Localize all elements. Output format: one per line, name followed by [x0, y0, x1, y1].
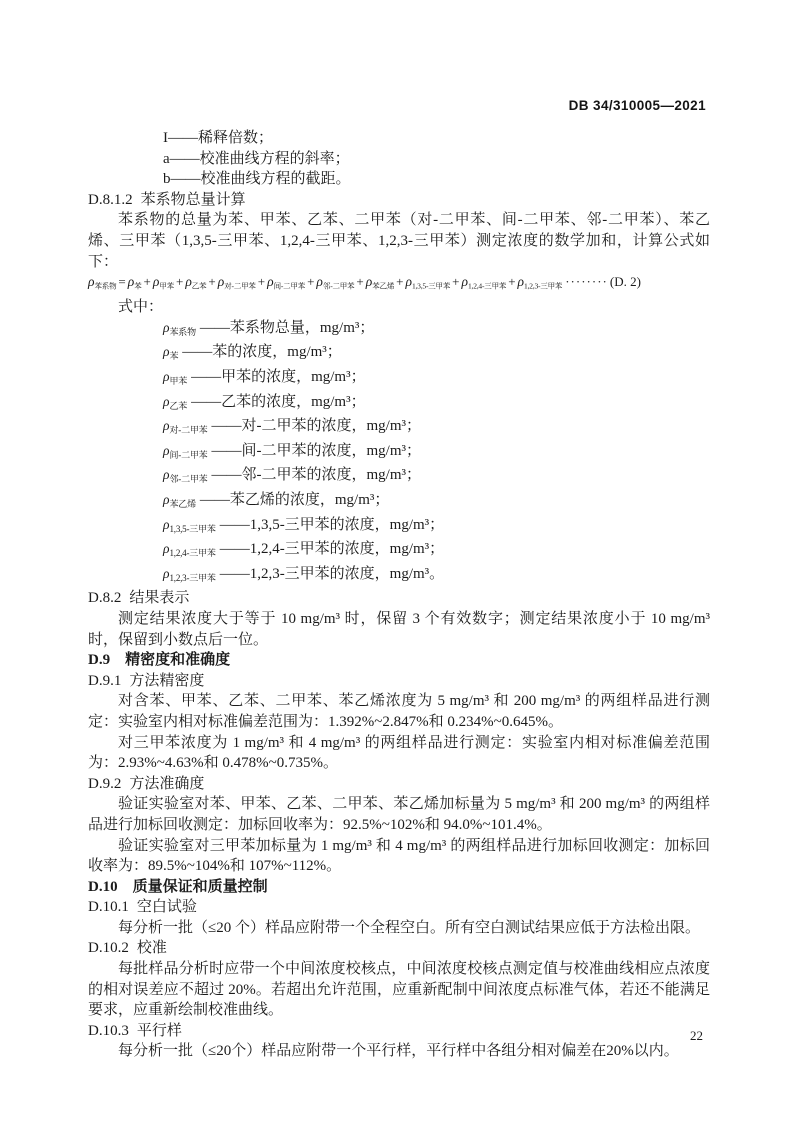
- clause-number: D.9.2: [88, 775, 122, 792]
- formula-lhs: [88, 274, 116, 289]
- rho-symbol: ρ: [88, 274, 95, 290]
- body-paragraph: 每分析一批（≤20个）样品应附带一个平行样，平行样中各组分相对偏差在20%以内。: [118, 1043, 679, 1060]
- formula-term: [153, 274, 174, 289]
- symbol-definition-block: [88, 128, 710, 190]
- clause-heading-d103: [88, 1021, 710, 1042]
- rho-symbol: ρ: [163, 565, 170, 581]
- body-paragraph: 每分析一批（≤20 个）样品应附带一个全程空白。所有空白测试结果应低于方法检出限。: [118, 919, 700, 936]
- body-paragraph: 验证实验室对三甲苯加标量为 1 mg/m³ 和 4 mg/m³ 的两组样品进行加标回收测定：加标回收率为：89.5%~104%和 107%~112%。: [88, 837, 710, 875]
- rho-symbol: ρ: [163, 467, 170, 483]
- plus-sign: +: [508, 274, 516, 290]
- standard-number: DB 34/310005—2021: [568, 98, 706, 113]
- rho-subscript: 1,2,4-三甲苯: [169, 548, 216, 559]
- formula-term: [267, 274, 305, 289]
- rho-subscript: 苯系物: [94, 281, 117, 291]
- formula-term: [366, 274, 394, 289]
- definition-text: 甲苯的浓度，mg/m³；: [221, 369, 366, 386]
- definition-text: 1,2,4-三甲苯的浓度，mg/m³；: [249, 541, 445, 558]
- rho-subscript: 1,2,3-三甲苯: [169, 572, 216, 583]
- definition-row: [163, 416, 710, 441]
- rho-symbol: ρ: [517, 274, 525, 290]
- clause-heading-d92: [88, 774, 710, 795]
- formula-term: [316, 274, 354, 289]
- body-paragraph: 验证实验室对苯、甲苯、乙苯、二甲苯、苯乙烯加标量为 5 mg/m³ 和 200 mg/m³ 的两组样品进行加标回收测定：加标回收率为：92.5%~102%和 94.0%~101.4%。: [88, 796, 710, 833]
- definition-row: [163, 465, 710, 490]
- rho-subscript: 苯乙烯: [372, 281, 395, 291]
- clause-title: 质量保证和质量控制: [132, 878, 268, 895]
- rho-subscript: 间-二甲苯: [273, 281, 306, 291]
- clause-number: D.10.3: [88, 1022, 129, 1039]
- symbol-line: [163, 149, 710, 170]
- dash: ——: [211, 467, 242, 484]
- plus-sign: +: [452, 274, 460, 290]
- symbol-line: [163, 128, 710, 149]
- dash: ——: [169, 150, 200, 167]
- rho-subscript: 对-二甲苯: [169, 425, 208, 436]
- rho-subscript: 对-二甲苯: [224, 281, 256, 291]
- rho-symbol: ρ: [163, 369, 170, 385]
- clause-title: 平行样: [136, 1022, 182, 1039]
- plus-sign: +: [257, 274, 266, 290]
- symbol: I: [163, 130, 168, 146]
- clause-title: 校准: [136, 940, 167, 957]
- clause-heading-d82: [88, 588, 710, 609]
- rho-subscript: 甲苯: [169, 376, 188, 387]
- clause-number: D.8.1.2: [88, 191, 133, 208]
- rho-symbol: ρ: [163, 492, 170, 507]
- definition-text: 苯系物总量，mg/m³；: [229, 319, 375, 336]
- rho-symbol: ρ: [163, 344, 170, 360]
- definition-text: 乙苯的浓度，mg/m³；: [221, 393, 366, 410]
- equals-sign: =: [118, 274, 126, 290]
- formula-term: [128, 274, 142, 289]
- clause-title: 方法精密度: [129, 672, 205, 689]
- definition-row: [163, 490, 710, 515]
- clause-title: 空白试验: [136, 899, 197, 916]
- dash: ——: [168, 130, 198, 146]
- clause-heading-d102: [88, 938, 710, 959]
- rho-symbol: ρ: [267, 274, 274, 290]
- rho-subscript: 苯: [134, 281, 142, 291]
- formula-leader-dots: ········: [565, 274, 608, 290]
- definition-row: [163, 342, 710, 367]
- rho-subscript: 1,3,5-三甲苯: [411, 281, 451, 291]
- dash: ——: [199, 492, 230, 508]
- definition-row: [163, 515, 710, 540]
- dash: ——: [211, 442, 242, 459]
- rho-symbol: ρ: [127, 274, 135, 290]
- dash: ——: [191, 393, 222, 410]
- dash: ——: [191, 369, 222, 386]
- definition-text: 间-二甲苯的浓度，mg/m³；: [241, 442, 421, 459]
- symbol-desc: 稀释倍数；: [198, 130, 274, 146]
- rho-subscript: 乙苯: [169, 400, 188, 411]
- dash: ——: [219, 541, 250, 558]
- rho-symbol: ρ: [163, 442, 170, 458]
- symbol-line: [163, 169, 710, 190]
- definition-text: 苯的浓度，mg/m³；: [212, 344, 342, 361]
- plus-sign: +: [143, 274, 151, 290]
- rho-symbol: ρ: [163, 516, 170, 532]
- rho-symbol: ρ: [163, 319, 170, 335]
- clause-heading-d9: [88, 650, 710, 671]
- clause-heading-d10: [88, 877, 710, 898]
- body-paragraph: 苯系物的总量为苯、甲苯、乙苯、二甲苯（对-二甲苯、间-二甲苯、邻-二甲苯）、苯乙烯、三甲苯（1,3,5-三甲苯、1,2,4-三甲苯、1,2,3-三甲苯）测定浓度的数学加和，计算公式如下：: [88, 212, 710, 270]
- dash: ——: [182, 344, 213, 361]
- rho-subscript: 邻-二甲苯: [322, 281, 355, 291]
- definition-row: [163, 367, 710, 392]
- rho-symbol: ρ: [217, 274, 225, 290]
- rho-subscript: 邻-二甲苯: [169, 474, 208, 485]
- rho-symbol: ρ: [163, 541, 170, 557]
- clause-title: 结果表示: [129, 590, 190, 607]
- clause-title: 苯系物总量计算: [140, 191, 246, 208]
- rho-symbol: ρ: [163, 418, 170, 434]
- rho-subscript: 1,3,5-三甲苯: [169, 523, 216, 534]
- symbol-desc: 校准曲线方程的截距。: [200, 171, 351, 188]
- formula-term: [218, 274, 256, 289]
- where-label: 式中：: [118, 299, 164, 316]
- page-content: [88, 128, 710, 1062]
- clause-title: 方法准确度: [129, 775, 205, 792]
- definition-row: [163, 564, 710, 589]
- rho-symbol: ρ: [163, 393, 170, 409]
- formula-label: (D. 2): [609, 274, 641, 290]
- clause-number: D.10.2: [88, 940, 129, 957]
- page-number: 22: [690, 1028, 703, 1043]
- rho-symbol: ρ: [316, 274, 323, 290]
- body-paragraph: 测定结果浓度大于等于 10 mg/m³ 时，保留 3 个有效数字；测定结果浓度小于 10 mg/m³ 时，保留到小数点后一位。: [88, 610, 710, 648]
- clause-number: D.8.2: [88, 590, 122, 607]
- clause-heading-d101: [88, 897, 710, 918]
- body-paragraph: 对三甲苯浓度为 1 mg/m³ 和 4 mg/m³ 的两组样品进行测定：实验室内相对标准偏差范围为：2.93%~4.63%和 0.478%~0.735%。: [88, 734, 710, 772]
- rho-subscript: 苯乙烯: [169, 499, 196, 509]
- clause-title: 精密度和准确度: [125, 652, 231, 669]
- definition-text: 邻-二甲苯的浓度，mg/m³；: [241, 467, 421, 484]
- rho-subscript: 乙苯: [191, 281, 207, 291]
- formula-term: [462, 274, 507, 289]
- clause-number: D.10.1: [88, 899, 129, 916]
- rho-symbol: ρ: [365, 274, 373, 290]
- symbol: a: [163, 150, 170, 167]
- formula-d2: [88, 272, 710, 297]
- clause-number: D.9.1: [88, 672, 122, 689]
- rho-subscript: 苯系物: [169, 326, 196, 337]
- symbol: b: [163, 171, 171, 188]
- rho-subscript: 甲苯: [159, 281, 174, 291]
- dash: ——: [219, 516, 250, 533]
- plus-sign: +: [208, 274, 216, 290]
- rho-subscript: 1,2,3-三甲苯: [524, 281, 563, 291]
- rho-subscript: 1,2,4-三甲苯: [467, 281, 507, 291]
- dash: ——: [170, 171, 201, 188]
- definition-row: [163, 539, 710, 564]
- dash: ——: [199, 319, 230, 336]
- clause-heading-d812: [88, 190, 710, 211]
- clause-heading-d91: [88, 671, 710, 692]
- plus-sign: +: [307, 274, 315, 290]
- rho-symbol: ρ: [405, 274, 412, 290]
- symbol-desc: 校准曲线方程的斜率；: [199, 150, 350, 167]
- formula-term: [185, 274, 206, 289]
- rho-subscript: 间-二甲苯: [169, 449, 208, 460]
- formula-term: [518, 274, 563, 289]
- definition-row: [163, 318, 710, 343]
- definition-text: 对-二甲苯的浓度，mg/m³；: [241, 418, 421, 435]
- definition-text: 1,2,3-三甲苯的浓度，mg/m³。: [249, 565, 445, 582]
- body-paragraph: 每批样品分析时应带一个中间浓度校核点，中间浓度校核点测定值与校准曲线相应点浓度的相对误差应不超过 20%。若超出允许范围，应重新配制中间浓度点标准气体，若还不能满足要求，应重新绘制校准曲线。: [88, 961, 710, 1019]
- formula-term: [405, 274, 450, 289]
- definition-text: 1,3,5-三甲苯的浓度，mg/m³；: [249, 516, 445, 533]
- plus-sign: +: [356, 274, 364, 290]
- clause-number: D.9: [88, 652, 111, 669]
- plus-sign: +: [175, 274, 184, 290]
- definition-row: [163, 392, 710, 417]
- dash: ——: [219, 565, 250, 582]
- formula-definitions-block: [88, 318, 710, 589]
- definition-row: [163, 441, 710, 466]
- plus-sign: +: [396, 274, 404, 290]
- rho-symbol: ρ: [152, 274, 160, 290]
- dash: ——: [211, 418, 242, 435]
- rho-symbol: ρ: [461, 274, 468, 290]
- rho-symbol: ρ: [185, 274, 192, 290]
- definition-text: 苯乙烯的浓度，mg/m³；: [229, 492, 390, 508]
- body-paragraph: 对含苯、甲苯、乙苯、二甲苯、苯乙烯浓度为 5 mg/m³ 和 200 mg/m³ 的两组样品进行测定：实验室内相对标准偏差范围为：1.392%~2.847%和 0.234%~0.645%。: [88, 693, 710, 730]
- rho-subscript: 苯: [169, 351, 179, 362]
- clause-number: D.10: [88, 878, 118, 895]
